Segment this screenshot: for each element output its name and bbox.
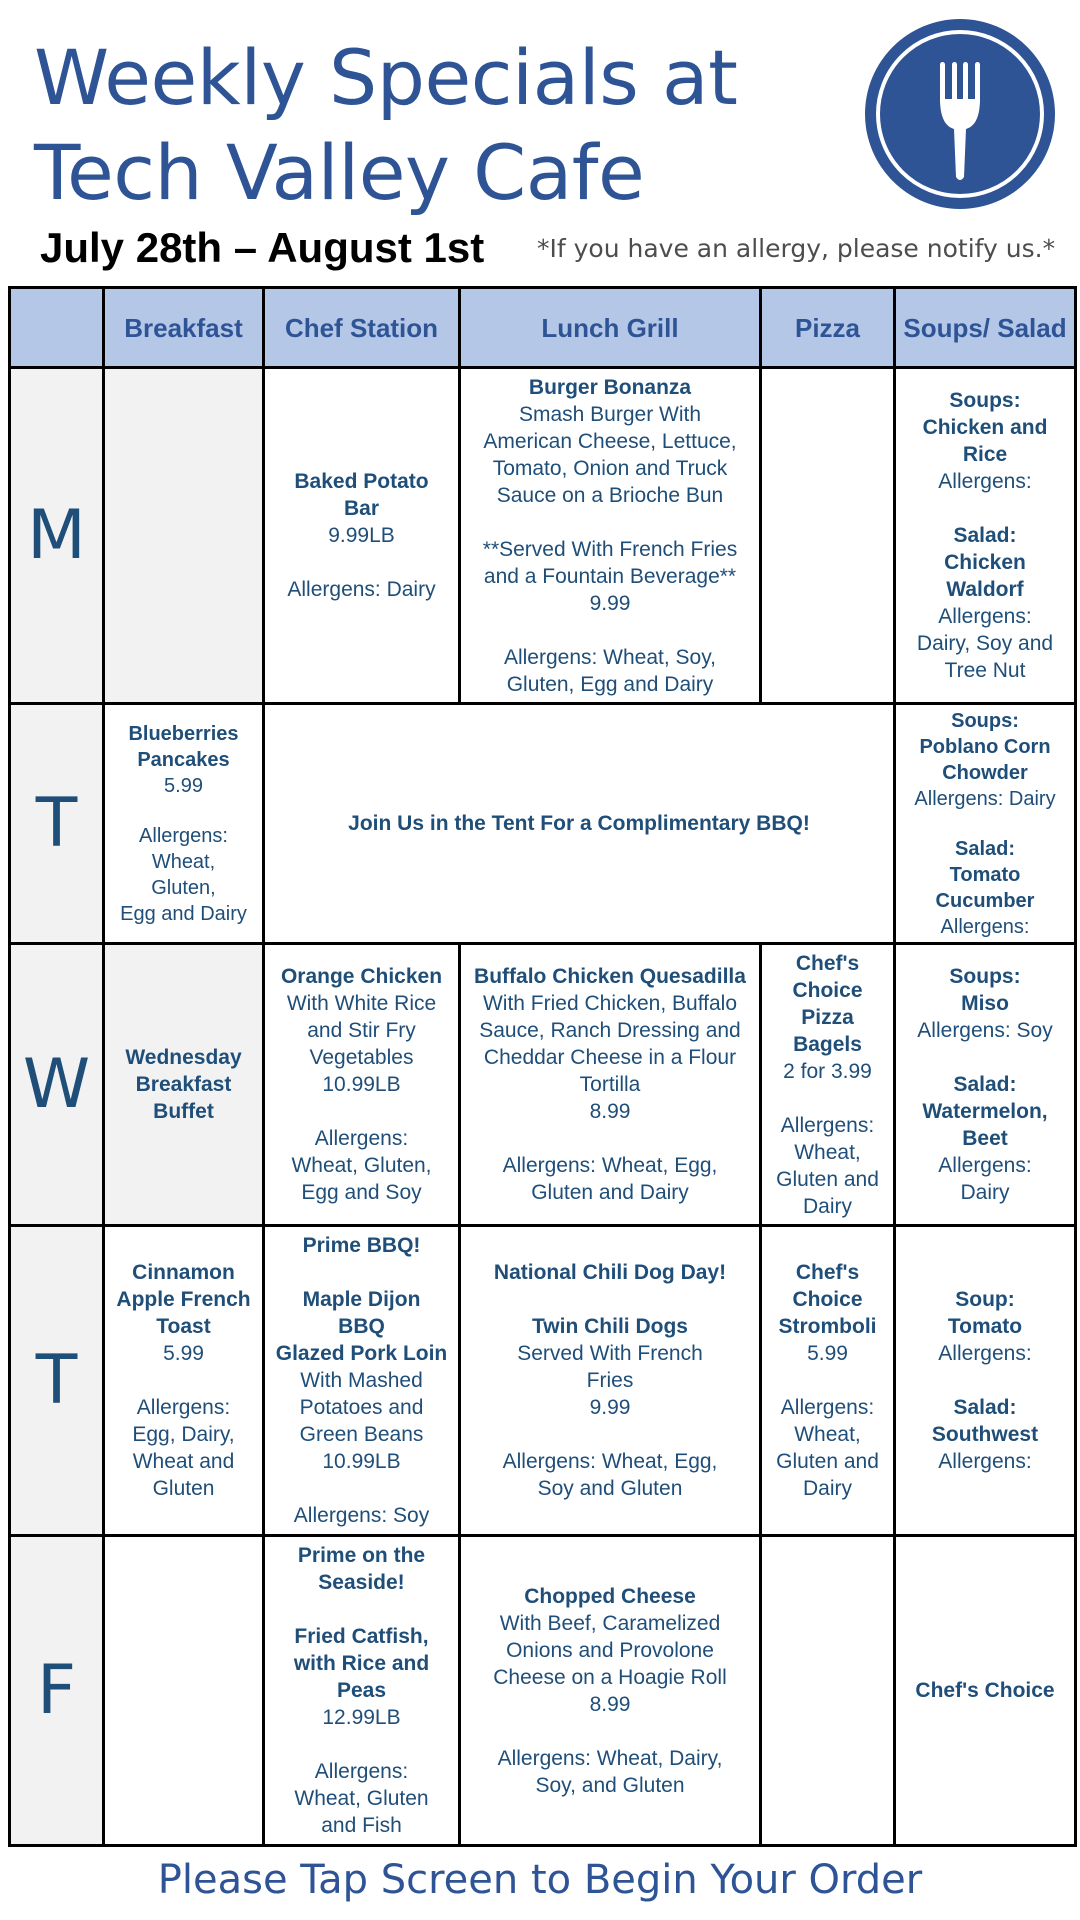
day-letter-monday: M — [10, 368, 104, 704]
friday-soups-salad: Chef's Choice — [895, 1536, 1076, 1846]
header-lunch-grill: Lunch Grill — [460, 288, 761, 368]
day-letter-wednesday: W — [10, 944, 104, 1226]
friday-pizza — [761, 1536, 895, 1846]
day-letter-friday: F — [10, 1536, 104, 1846]
friday-chef-station: Prime on the Seaside! Fried Catfish, with Rice and Peas 12.99LB Allergens: Wheat, Gluten and Fish — [264, 1536, 460, 1846]
row-friday — [10, 1536, 1076, 1846]
allergy-note: *If you have an allergy, please notify us.* — [537, 234, 1056, 263]
tuesday-soups-salad: Soups: Poblano Corn Chowder Allergens: Dairy Salad: Tomato Cucumber Allergens: — [895, 704, 1076, 944]
thursday-breakfast: Cinnamon Apple French Toast 5.99 Allergens: Egg, Dairy, Wheat and Gluten — [104, 1226, 264, 1536]
day-letter-tuesday: T — [10, 704, 104, 944]
thursday-lunch-grill: National Chili Dog Day! Twin Chili Dogs Served With French Fries 9.99 Allergens: Wheat, Egg, Soy and Gluten — [460, 1226, 761, 1536]
column-header-row — [10, 288, 1076, 368]
row-thursday — [10, 1226, 1076, 1536]
header-day-column — [10, 288, 104, 368]
monday-pizza — [761, 368, 895, 704]
thursday-pizza: Chef's Choice Stromboli 5.99 Allergens: Wheat, Gluten and Dairy — [761, 1226, 895, 1536]
header-pizza: Pizza — [761, 288, 895, 368]
monday-chef-station: Baked Potato Bar 9.99LB Allergens: Dairy — [264, 368, 460, 704]
tuesday-breakfast: Blueberries Pancakes 5.99 Allergens: Wheat, Gluten, Egg and Dairy — [104, 704, 264, 944]
row-wednesday — [10, 944, 1076, 1226]
row-tuesday — [10, 704, 1076, 944]
wednesday-chef-station: Orange Chicken With White Rice and Stir Fry Vegetables 10.99LB Allergens: Wheat, Gluten, Egg and Soy — [264, 944, 460, 1226]
monday-breakfast — [104, 368, 264, 704]
wednesday-lunch-grill: Buffalo Chicken Quesadilla With Fried Chicken, Buffalo Sauce, Ranch Dressing and Cheddar Cheese in a Flour Tortilla 8.99 Allergens: Wheat, Egg, Gluten and Dairy — [460, 944, 761, 1226]
header-chef-station: Chef Station — [264, 288, 460, 368]
date-range: July 28th – August 1st — [40, 224, 485, 271]
wednesday-breakfast: Wednesday Breakfast Buffet — [104, 944, 264, 1226]
friday-lunch-grill: Chopped Cheese With Beef, Caramelized Onions and Provolone Cheese on a Hoagie Roll 8.99 Allergens: Wheat, Dairy, Soy, and Gluten — [460, 1536, 761, 1846]
wednesday-soups-salad: Soups: Miso Allergens: Soy Salad: Watermelon, Beet Allergens: Dairy — [895, 944, 1076, 1226]
header-soups-salad: Soups/ Salad — [895, 288, 1076, 368]
row-monday — [10, 368, 1076, 704]
day-letter-thursday: T — [10, 1226, 104, 1536]
weekly-menu-table — [8, 286, 1077, 1847]
wednesday-pizza: Chef's Choice Pizza Bagels 2 for 3.99 Allergens: Wheat, Gluten and Dairy — [761, 944, 895, 1226]
fork-icon — [863, 17, 1057, 211]
monday-soups-salad: Soups: Chicken and Rice Allergens: Salad: Chicken Waldorf Allergens: Dairy, Soy and Tree Nut — [895, 368, 1076, 704]
title-line-1: Weekly Specials at — [34, 33, 738, 122]
tuesday-bbq-banner: Join Us in the Tent For a Complimentary BBQ! — [264, 704, 895, 944]
header-breakfast: Breakfast — [104, 288, 264, 368]
page-title — [34, 30, 794, 220]
thursday-chef-station: Prime BBQ! Maple Dijon BBQ Glazed Pork Loin With Mashed Potatoes and Green Beans 10.99LB Allergens: Soy — [264, 1226, 460, 1536]
monday-lunch-grill: Burger Bonanza Smash Burger With American Cheese, Lettuce, Tomato, Onion and Truck Sauce on a Brioche Bun **Served With French Fries and a Fountain Beverage** 9.99 Allergens: Wheat, Soy, Gluten, Egg and Dairy — [460, 368, 761, 704]
title-line-2: Tech Valley Cafe — [34, 128, 645, 217]
thursday-soups-salad: Soup: Tomato Allergens: Salad: Southwest Allergens: — [895, 1226, 1076, 1536]
friday-breakfast — [104, 1536, 264, 1846]
tap-to-order-prompt[interactable]: Please Tap Screen to Begin Your Order — [157, 1857, 923, 1903]
